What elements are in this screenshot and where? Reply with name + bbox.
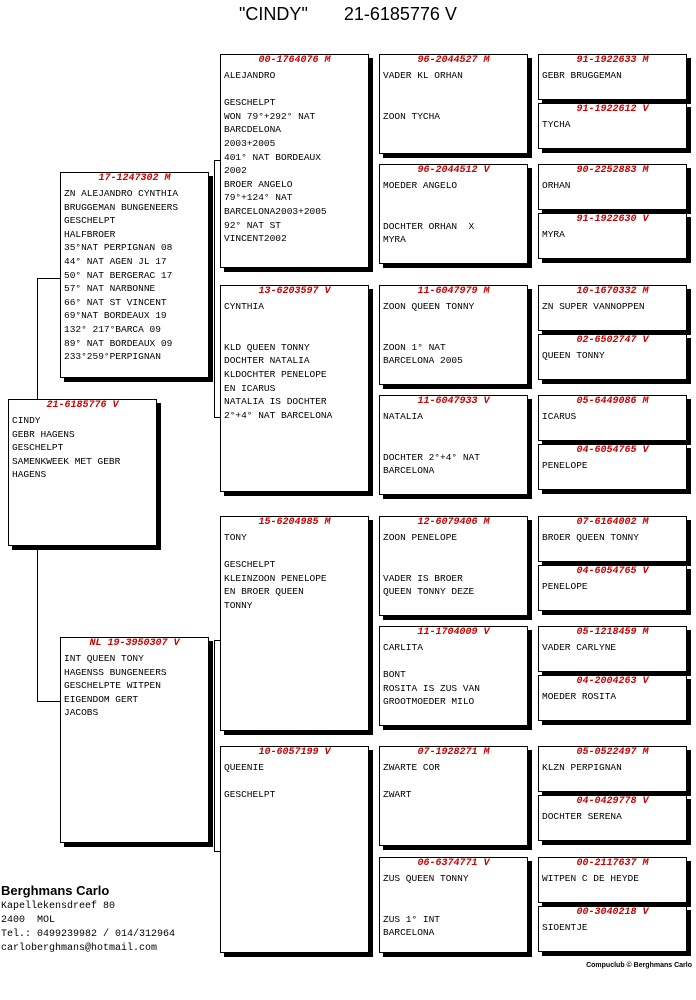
sire-text: ZN ALEJANDRO CYNTHIA BRUGGEMAN BUNGENEERS GESCHELPT HALFBROER 35°NAT PERPIGNAN 08 44° NAT AGEN JL 17 50° NAT BERGERAC 17 57° NAT NARBONNE 66° NAT ST VINCENT 69°NAT BORDEAUX 19 132° 217°BARCA 09 89° NAT BORDEAUX 09 233°259°PERPIGNAN xyxy=(64,188,179,363)
dam-prefix: NL xyxy=(89,638,102,649)
gg-grandparent-card xyxy=(538,565,687,611)
dam-ring xyxy=(61,638,208,650)
gg-grandparent-card xyxy=(538,857,687,903)
gg-grandparent-text: ORHAN xyxy=(542,180,571,191)
great-grandparent-text: ZUS QUEEN TONNY ZUS 1° INT BARCELONA xyxy=(383,873,469,939)
dam-text: INT QUEEN TONY HAGENSS BUNGENEERS GESCHELPTE WITPEN EIGENDOM GERT JACOBS xyxy=(64,653,167,719)
granddam-paternal-ring: 13-6203597 V xyxy=(258,286,331,297)
gg-grandparent-text: MOEDER ROSITA xyxy=(542,691,617,702)
dam-card xyxy=(60,637,209,843)
granddam-paternal-text: CYNTHIA KLD QUEEN TONNY DOCHTER NATALIA KLDOCHTER PENELOPE EN ICARUS NATALIA IS DOCHTER 2°+4° NAT BARCELONA xyxy=(224,301,333,421)
footer-credit: Compuclub © Berghmans Carlo xyxy=(586,962,692,969)
gg-grandparent-ring: 10-1670332 M xyxy=(576,286,649,297)
gg-grandparent-text: WITPEN C DE HEYDE xyxy=(542,873,639,884)
granddam-paternal-card xyxy=(220,285,369,492)
pedigree-title xyxy=(0,4,696,25)
gg-grandparent-card xyxy=(538,444,687,490)
gg-grandparent-text: QUEEN TONNY xyxy=(542,350,605,361)
sire-ring: 17-1247302 M xyxy=(98,173,171,184)
breeder-address: Kapellekensdreef 80 xyxy=(1,901,116,912)
gg-grandparent-ring: 91-1922612 V xyxy=(576,104,649,115)
gg-grandparent-text: BROER QUEEN TONNY xyxy=(542,532,639,543)
great-grandparent-card xyxy=(379,746,528,846)
gg-grandparent-card xyxy=(538,334,687,380)
great-grandparent-ring: 12-6079406 M xyxy=(417,517,490,528)
gg-grandparent-card xyxy=(538,675,687,721)
gg-grandparent-ring: 05-1218459 M xyxy=(576,627,649,638)
gg-grandparent-ring: 91-1922630 V xyxy=(576,214,649,225)
gg-grandparent-card xyxy=(538,164,687,210)
gg-grandparent-card xyxy=(538,395,687,441)
grandsire-paternal-ring: 00-1764076 M xyxy=(258,55,331,66)
granddam-maternal-ring: 10-6057199 V xyxy=(258,747,331,758)
grandsire-paternal-text: ALEJANDRO GESCHELPT WON 79°+292° NAT BARCDELONA 2003+2005 401° NAT BORDEAUX 2002 BROER ANGELO 79°+124° NAT BARCELONA2003+2005 92° NAT ST VINCENT2002 xyxy=(224,70,327,245)
grandsire-paternal-card xyxy=(220,54,369,268)
great-grandparent-ring: 11-6047933 V xyxy=(417,396,490,407)
gg-grandparent-ring: 00-3040218 V xyxy=(576,907,649,918)
great-grandparent-text: ZWARTE COR ZWART xyxy=(383,762,441,801)
great-grandparent-ring: 11-6047979 M xyxy=(417,286,490,297)
great-grandparent-card xyxy=(379,395,528,495)
gg-grandparent-ring: 90-2252883 M xyxy=(576,165,649,176)
gg-grandparent-card xyxy=(538,103,687,149)
breeder-name: Berghmans Carlo xyxy=(1,883,110,898)
great-grandparent-card xyxy=(379,54,528,154)
gg-grandparent-ring: 04-0429778 V xyxy=(576,796,649,807)
breeder-email: carloberghmans@hotmail.com xyxy=(1,943,158,954)
great-grandparent-text: ZOON QUEEN TONNY ZOON 1° NAT BARCELONA 2005 xyxy=(383,301,475,367)
gg-grandparent-text: KLZN PERPIGNAN xyxy=(542,762,622,773)
gg-grandparent-text: VADER CARLYNE xyxy=(542,642,617,653)
gg-grandparent-ring: 00-2117637 M xyxy=(576,858,649,869)
great-grandparent-text: VADER KL ORHAN ZOON TYCHA xyxy=(383,70,463,122)
great-grandparent-ring: 11-1704009 V xyxy=(417,627,490,638)
great-grandparent-ring: 07-1928271 M xyxy=(417,747,490,758)
gg-grandparent-text: ICARUS xyxy=(542,411,577,422)
great-grandparent-text: ZOON PENELOPE VADER IS BROER QUEEN TONNY DEZE xyxy=(383,532,475,598)
grandsire-maternal-text: TONY GESCHELPT KLEINZOON PENELOPE EN BROER QUEEN TONNY xyxy=(224,532,327,611)
great-grandparent-card xyxy=(379,164,528,264)
gg-grandparent-text: DOCHTER SERENA xyxy=(542,811,622,822)
connector-sire-vertical xyxy=(214,160,215,418)
gg-grandparent-text: SIOENTJE xyxy=(542,922,588,933)
connector-sire-h xyxy=(37,278,60,279)
subject-ring: 21-6185776 V xyxy=(46,400,119,411)
gg-grandparent-card xyxy=(538,746,687,792)
breeder-city: 2400 MOL xyxy=(1,915,56,926)
great-grandparent-text: MOEDER ANGELO DOCHTER ORHAN X MYRA xyxy=(383,180,475,246)
grandsire-maternal-card xyxy=(220,516,369,731)
gg-grandparent-ring: 05-0522497 M xyxy=(576,747,649,758)
sire-card xyxy=(60,172,209,378)
gg-grandparent-text: TYCHA xyxy=(542,119,571,130)
breeder-info xyxy=(1,882,175,956)
title-ring: 21-6185776 V xyxy=(343,4,457,24)
gg-grandparent-text: ZN SUPER VANNOPPEN xyxy=(542,301,645,312)
gg-grandparent-card xyxy=(538,626,687,672)
gg-grandparent-card xyxy=(538,213,687,259)
great-grandparent-card xyxy=(379,857,528,953)
gg-grandparent-text: GEBR BRUGGEMAN xyxy=(542,70,622,81)
gg-grandparent-text: PENELOPE xyxy=(542,581,588,592)
grandsire-maternal-ring: 15-6204985 M xyxy=(258,517,331,528)
gg-grandparent-card xyxy=(538,54,687,100)
great-grandparent-card xyxy=(379,626,528,726)
gg-grandparent-ring: 04-6054765 V xyxy=(576,566,649,577)
gg-grandparent-ring: 07-6164002 M xyxy=(576,517,649,528)
gg-grandparent-card xyxy=(538,795,687,841)
great-grandparent-ring: 96-2044527 M xyxy=(417,55,490,66)
subject-text: CINDY GEBR HAGENS GESCHELPT SAMENKWEEK MET GEBR HAGENS xyxy=(12,415,121,481)
gg-grandparent-card xyxy=(538,516,687,562)
gg-grandparent-text: PENELOPE xyxy=(542,460,588,471)
gg-grandparent-ring: 04-6054765 V xyxy=(576,445,649,456)
great-grandparent-text: NATALIA DOCHTER 2°+4° NAT BARCELONA xyxy=(383,411,480,477)
great-grandparent-ring: 96-2044512 V xyxy=(417,165,490,176)
great-grandparent-card xyxy=(379,516,528,616)
gg-grandparent-ring: 91-1922633 M xyxy=(576,55,649,66)
great-grandparent-card xyxy=(379,285,528,385)
gg-grandparent-card xyxy=(538,285,687,331)
gg-grandparent-ring: 04-2004263 V xyxy=(576,676,649,687)
granddam-maternal-card xyxy=(220,746,369,953)
gg-grandparent-ring: 05-6449086 M xyxy=(576,396,649,407)
subject-card xyxy=(8,399,157,546)
connector-dam-h xyxy=(37,701,60,702)
gg-grandparent-ring: 02-6502747 V xyxy=(576,335,649,346)
connector-dam-vertical xyxy=(214,640,215,852)
gg-grandparent-card xyxy=(538,906,687,952)
dam-ring-number: 19-3950307 V xyxy=(107,638,180,649)
granddam-maternal-text: QUEENIE GESCHELPT xyxy=(224,762,276,801)
great-grandparent-ring: 06-6374771 V xyxy=(417,858,490,869)
great-grandparent-text: CARLITA BONT ROSITA IS ZUS VAN GROOTMOEDER MILO xyxy=(383,642,480,708)
title-name: "CINDY" xyxy=(239,4,308,24)
gg-grandparent-text: MYRA xyxy=(542,229,565,240)
breeder-phone: Tel.: 0499239982 / 014/312964 xyxy=(1,929,176,940)
